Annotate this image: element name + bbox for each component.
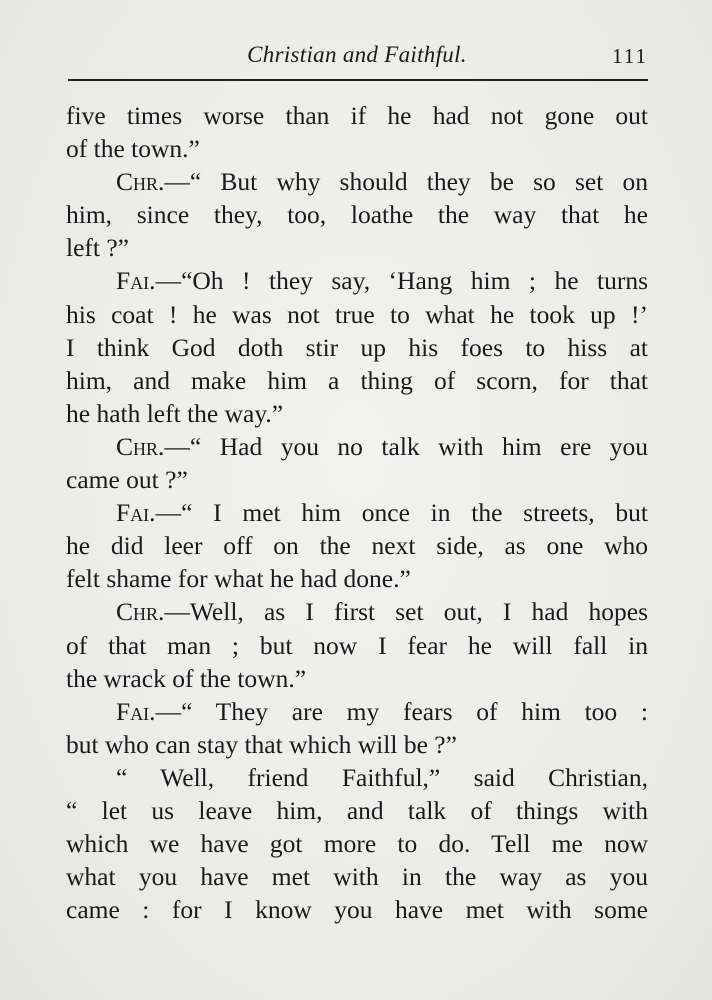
text-line: of that man ; but now I fear he will fall in [66, 630, 648, 660]
text-line: which we have got more to do. Tell me now [66, 829, 648, 859]
text-line: “ Well, friend Faithful,” said Christian, [116, 762, 648, 792]
text-line: of the town.” [66, 134, 200, 164]
text-line: felt shame for what he had done.” [66, 564, 411, 594]
text-line: him, since they, too, loathe the way that he [66, 200, 648, 230]
text-line: he hath left the way.” [66, 398, 284, 428]
running-title: Christian and Faithful. [247, 42, 467, 67]
text-line: his coat ! he was not true to what he took up !’ [66, 299, 648, 329]
text-line: he did leer off on the next side, as one who [66, 531, 648, 561]
text-line: Fai.—“ I met him once in the streets, but [116, 498, 648, 528]
page-number: 111 [612, 44, 648, 68]
text-line: I think God doth stir up his foes to hiss at [66, 332, 648, 362]
text-line: Chr.—“ But why should they be so set on [116, 167, 648, 197]
text-line: the wrack of the town.” [66, 663, 307, 693]
header-rule [68, 79, 648, 81]
running-head [66, 42, 648, 74]
text-line: him, and make him a thing of scorn, for that [66, 365, 648, 395]
text-line: came : for I know you have met with some [66, 895, 648, 925]
text-line: Chr.—“ Had you no talk with him ere you [116, 431, 648, 461]
text-line: what you have met with in the way as you [66, 862, 648, 892]
text-line: five times worse than if he had not gone out [66, 101, 648, 130]
text-line: Fai.—“ They are my fears of him too : [116, 696, 648, 726]
text-line: came out ?” [66, 465, 188, 495]
text-line: left ?” [66, 233, 129, 263]
text-line: “ let us leave him, and talk of things with [66, 795, 648, 825]
text-line: Fai.—“Oh ! they say, ‘Hang him ; he turns [116, 266, 648, 296]
text-line: but who can stay that which will be ?” [66, 729, 457, 759]
text-line: Chr.—Well, as I first set out, I had hopes [116, 597, 648, 627]
body-text [66, 99, 648, 926]
